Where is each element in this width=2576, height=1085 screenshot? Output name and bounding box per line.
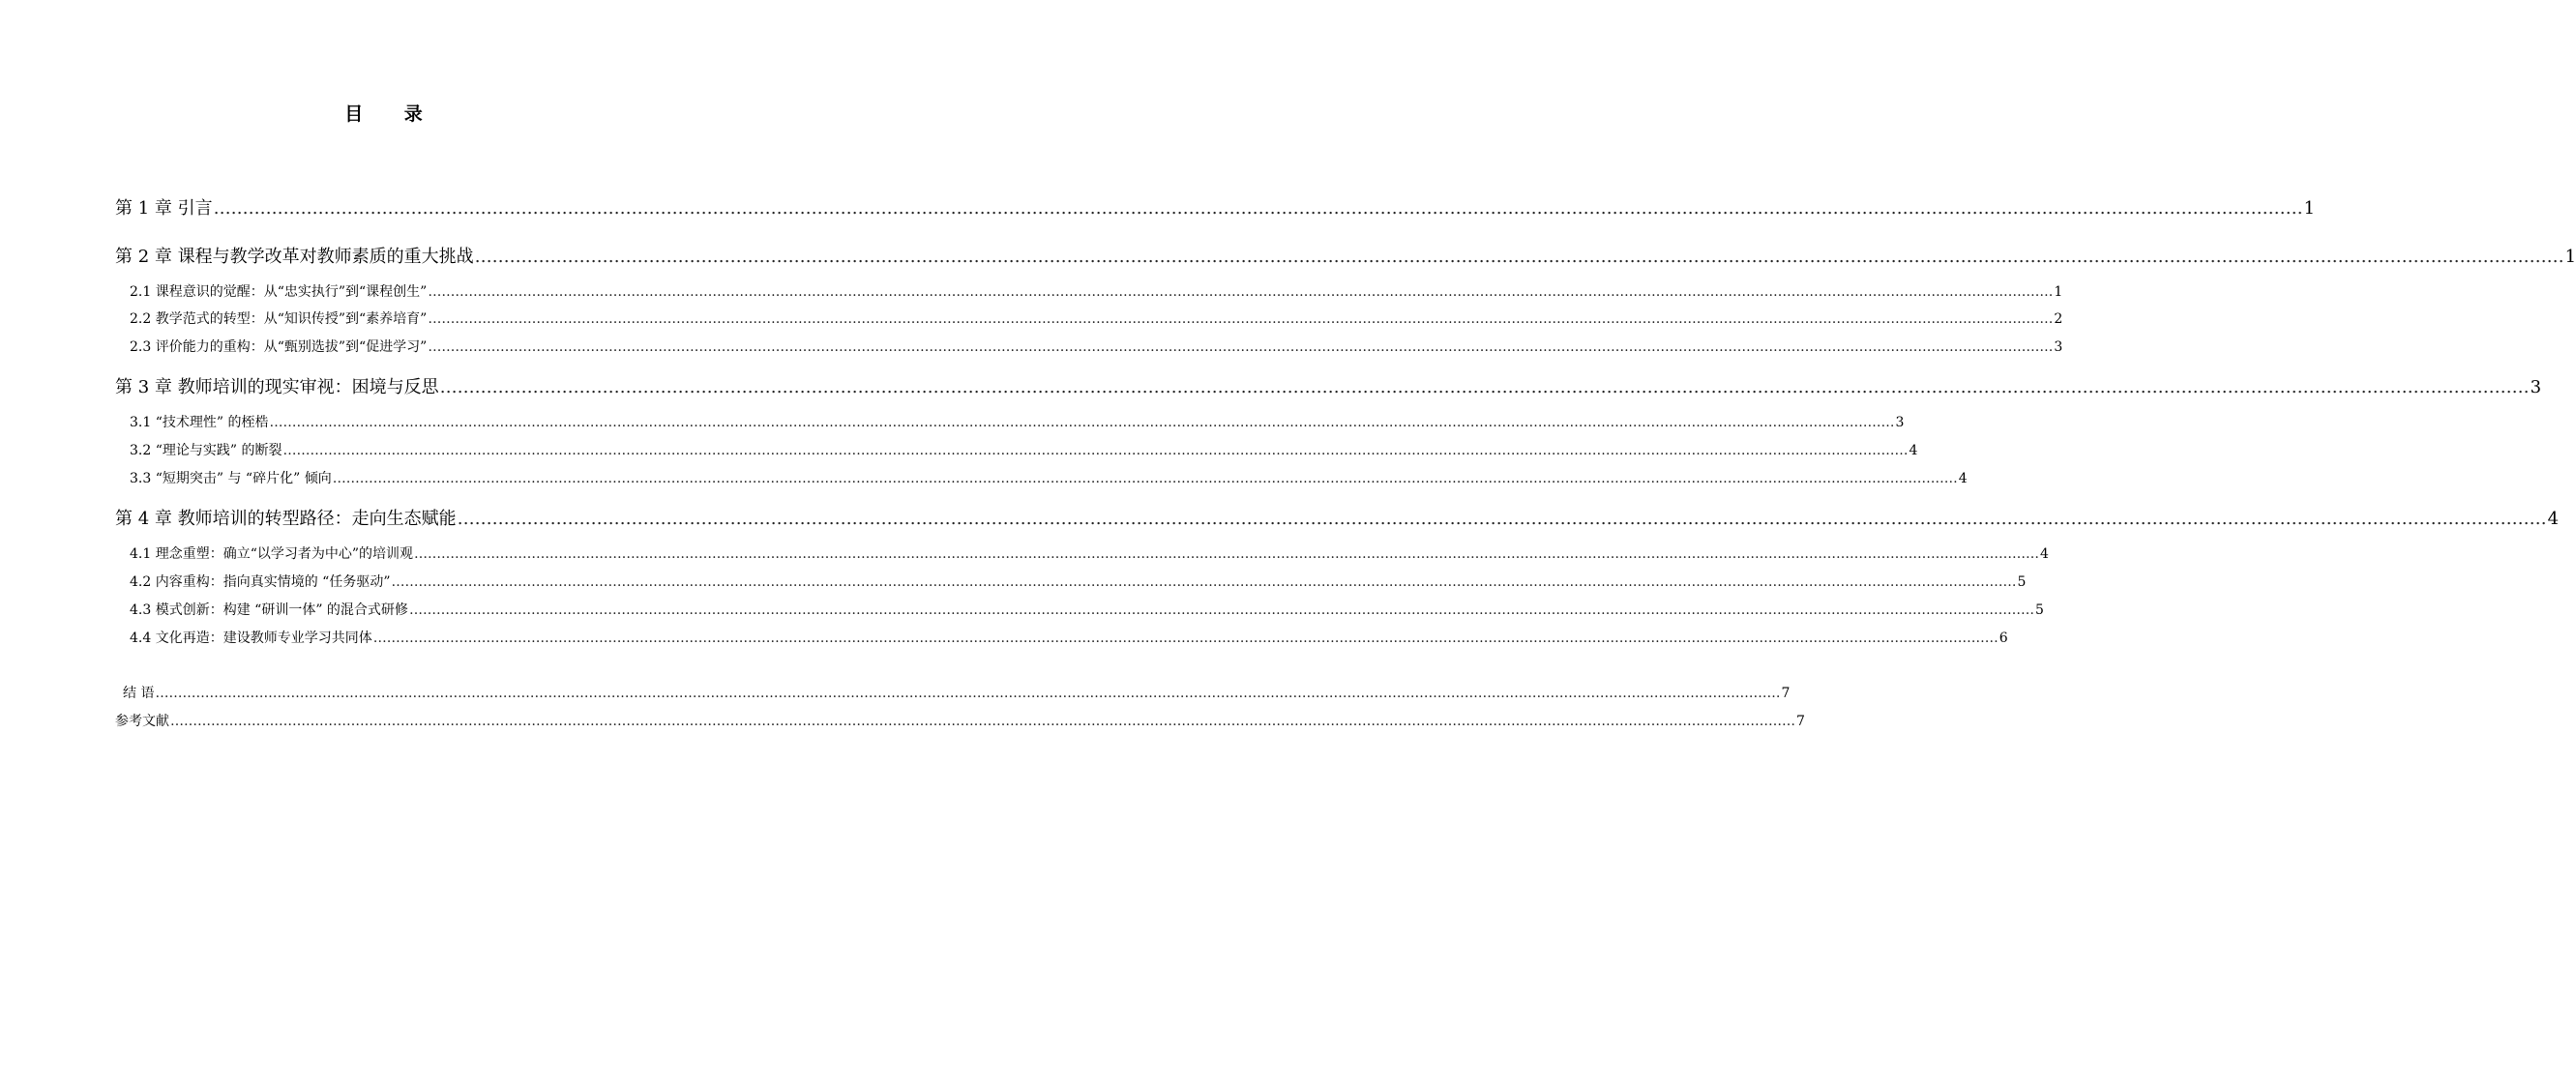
toc-entry-page: 3	[2530, 377, 2542, 397]
toc-entry-page: 4	[1909, 443, 1918, 458]
toc-entry-page: 5	[2017, 574, 2027, 590]
toc-leader-dots: ………………………………………………………………………………………………………………………………………………………………………………………………………………………………………………………………………………………………………………………………	[408, 602, 2034, 618]
toc-entry-label: 参考文献	[115, 714, 169, 729]
toc-entry-page: 4	[1958, 471, 1968, 486]
toc-entry-conclusion[interactable]	[123, 683, 1791, 702]
toc-leader-dots: ………………………………………………………………………………………………………………………………………………………………………………………………………………………………………………………………………………………………………………………………	[474, 247, 2564, 267]
toc-entry-section-4-3[interactable]	[130, 600, 2044, 619]
toc-entry-label: 2.3 评价能力的重构：从“甄别选拔”到“促进学习”	[130, 339, 428, 355]
toc-entry-page: 1	[2054, 284, 2063, 300]
toc-leader-dots: ………………………………………………………………………………………………………………………………………………………………………………………………………………………………………………………………………………………………………………………………	[372, 630, 1999, 646]
toc-entry-section-2-3[interactable]	[130, 337, 2063, 356]
toc-leader-dots: ………………………………………………………………………………………………………………………………………………………………………………………………………………………………………………………………………………………………………………………………	[428, 311, 2054, 327]
toc-leader-dots: ………………………………………………………………………………………………………………………………………………………………………………………………………………………………………………………………………………………………………………………………	[428, 339, 2054, 355]
toc-entry-label: 3.2 “理论与实践” 的断裂	[130, 443, 282, 458]
toc-entry-section-4-4[interactable]	[130, 628, 2008, 647]
toc-entry-page: 7	[1781, 686, 1791, 701]
toc-title: 目 录	[344, 103, 440, 125]
toc-entry-page: 6	[1999, 630, 2008, 646]
toc-leader-dots: ………………………………………………………………………………………………………………………………………………………………………………………………………………………………………………………………………………………………………………………………	[414, 546, 2040, 562]
toc-entry-page: 1	[2303, 198, 2316, 219]
toc-entry-label: 2.1 课程意识的觉醒：从“忠实执行”到“课程创生”	[130, 284, 428, 300]
toc-entry-page: 5	[2034, 602, 2044, 618]
toc-entry-label: 第 2 章 课程与教学改革对教师素质的重大挑战	[115, 247, 474, 267]
toc-entry-chapter-2[interactable]	[115, 243, 2576, 268]
toc-entry-label: 3.1 “技术理性” 的桎梏	[130, 415, 269, 430]
toc-leader-dots: ………………………………………………………………………………………………………………………………………………………………………………………………………………………………………………………………………………………………………………………………	[391, 574, 2017, 590]
toc-leader-dots: ………………………………………………………………………………………………………………………………………………………………………………………………………………………………………………………………………………………………………………………………	[170, 714, 1795, 729]
toc-entry-label: 4.1 理念重塑：确立“以学习者为中心”的培训观	[130, 546, 414, 562]
toc-entry-chapter-4[interactable]	[115, 505, 2560, 530]
toc-entry-section-3-1[interactable]	[130, 412, 1905, 431]
toc-entry-page: 1	[2564, 247, 2576, 267]
toc-entry-section-4-2[interactable]	[130, 572, 2027, 591]
toc-entry-section-2-1[interactable]	[130, 281, 2063, 301]
toc-entry-label: 第 3 章 教师培训的现实审视：困境与反思	[115, 377, 439, 397]
toc-entry-page: 4	[2547, 509, 2560, 529]
toc-entry-label: 4.2 内容重构：指向真实情境的 “任务驱动”	[130, 574, 391, 590]
toc-leader-dots: ………………………………………………………………………………………………………………………………………………………………………………………………………………………………………………………………………………………………………………………………	[155, 686, 1781, 701]
toc-leader-dots: ………………………………………………………………………………………………………………………………………………………………………………………………………………………………………………………………………………………………………………………………	[213, 198, 2303, 219]
toc-entry-chapter-3[interactable]	[115, 373, 2542, 398]
toc-entry-references[interactable]	[115, 711, 1805, 730]
toc-entry-page: 4	[2040, 546, 2049, 562]
toc-leader-dots: ………………………………………………………………………………………………………………………………………………………………………………………………………………………………………………………………………………………………………………………………	[457, 509, 2547, 529]
toc-entry-page: 2	[2054, 311, 2063, 327]
toc-entry-label: 第 4 章 教师培训的转型路径：走向生态赋能	[115, 509, 457, 529]
toc-entry-section-3-3[interactable]	[130, 468, 1968, 487]
toc-leader-dots: ………………………………………………………………………………………………………………………………………………………………………………………………………………………………………………………………………………………………………………………………	[332, 471, 1958, 486]
toc-entry-page: 7	[1796, 714, 1805, 729]
toc-entry-chapter-1[interactable]	[115, 194, 2316, 220]
toc-entry-section-3-2[interactable]	[130, 440, 1918, 459]
toc-entry-page: 3	[2054, 339, 2063, 355]
toc-entry-label: 结 语	[123, 686, 155, 701]
toc-leader-dots: ………………………………………………………………………………………………………………………………………………………………………………………………………………………………………………………………………………………………………………………………	[439, 377, 2530, 397]
toc-leader-dots: ………………………………………………………………………………………………………………………………………………………………………………………………………………………………………………………………………………………………………………………………	[269, 415, 1895, 430]
toc-leader-dots: ………………………………………………………………………………………………………………………………………………………………………………………………………………………………………………………………………………………………………………………………	[282, 443, 1909, 458]
toc-entry-section-2-2[interactable]	[130, 308, 2063, 328]
toc-entry-label: 2.2 教学范式的转型：从“知识传授”到“素养培育”	[130, 311, 428, 327]
toc-entry-label: 3.3 “短期突击” 与 “碎片化” 倾向	[130, 471, 332, 486]
toc-entry-page: 3	[1895, 415, 1905, 430]
toc-leader-dots: ………………………………………………………………………………………………………………………………………………………………………………………………………………………………………………………………………………………………………………………………	[428, 284, 2054, 300]
toc-entry-label: 4.4 文化再造：建设教师专业学习共同体	[130, 630, 372, 646]
toc-entry-section-4-1[interactable]	[130, 543, 2049, 563]
toc-entry-label: 4.3 模式创新：构建 “研训一体” 的混合式研修	[130, 602, 408, 618]
toc-entry-label: 第 1 章 引言	[115, 198, 213, 219]
